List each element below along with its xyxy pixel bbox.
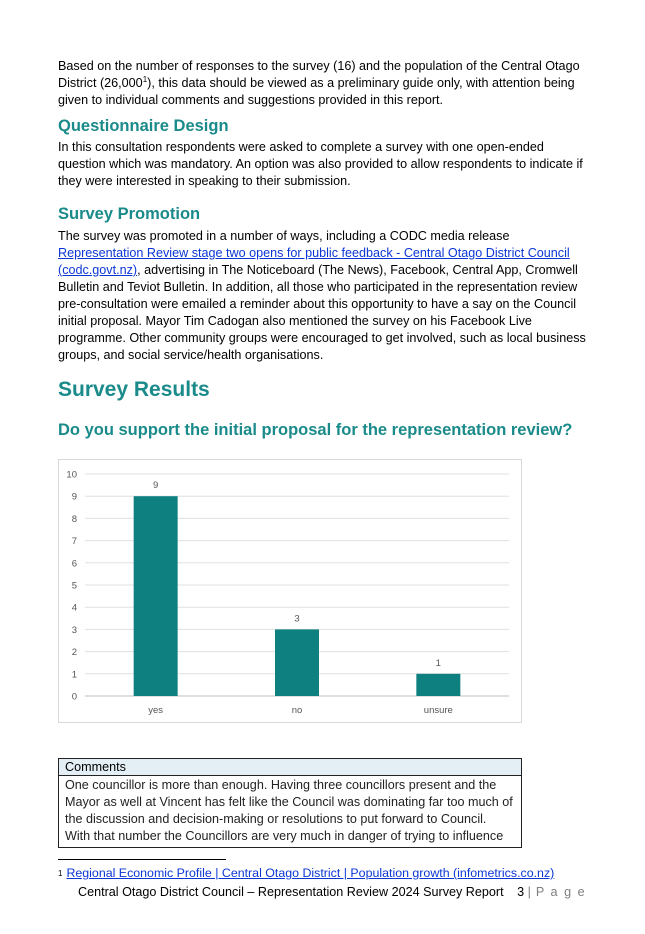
y-tick-label: 10	[66, 469, 77, 481]
comments-table	[58, 758, 522, 848]
y-tick-label: 8	[71, 513, 77, 525]
x-tick-label: yes	[148, 705, 164, 716]
y-tick-label: 4	[71, 602, 77, 614]
survey-promotion-heading: Survey Promotion	[58, 205, 201, 223]
comments-header: Comments	[59, 759, 521, 776]
footnote	[58, 866, 554, 881]
y-tick-label: 0	[71, 691, 77, 703]
x-tick-label: no	[291, 705, 303, 716]
y-tick-label: 6	[71, 558, 77, 570]
y-tick-label: 9	[71, 491, 77, 503]
y-tick-label: 1	[71, 669, 77, 681]
page-number: 3	[517, 885, 525, 899]
question-heading: Do you support the initial proposal for the representation review?	[58, 421, 573, 439]
footnote-ref[interactable]: 1	[142, 74, 148, 84]
footer-title: Central Otago District Council – Representation Review 2024 Survey Report	[78, 885, 504, 899]
footnote-separator	[58, 859, 226, 860]
media-release-link[interactable]: Representation Review stage two opens for public feedback - Central Otago District Council (codc.govt.nz)	[58, 246, 570, 277]
data-label: 9	[153, 480, 159, 492]
questionnaire-design-heading: Questionnaire Design	[58, 117, 229, 135]
page-separator: |	[527, 885, 533, 899]
questionnaire-design-paragraph: In this consultation respondents were asked to complete a survey with one open-ended question which was mandatory. An option was also provided to allow respondents to indicate if they were interested in speaking to their submission.	[58, 140, 583, 188]
footnote-link[interactable]: Regional Economic Profile | Central Otago District | Population growth (infometrics.co.nz)	[66, 866, 555, 880]
bar-chart	[58, 459, 522, 723]
data-label: 1	[435, 657, 441, 669]
intro-paragraph: Based on the number of responses to the survey (16) and the population of the Central Otago District (26,000$^1$), this data should be viewed as a preliminary guide only, with attention being given to individual comments and suggestions provided in this report.	[58, 59, 580, 107]
comment-text: One councillor is more than enough. Having three councillors present and the Mayor as well at Vincent has felt like the Council was dominating far too much of the discussion and decision-making or resolutions to put forward to Council. With that number the Councillors are very much in danger of trying to influence	[65, 778, 513, 843]
y-tick-label: 7	[71, 536, 77, 548]
y-tick-label: 5	[71, 580, 77, 592]
page-label: P a g e	[535, 885, 587, 899]
data-label: 3	[294, 613, 300, 625]
x-tick-label: unsure	[423, 705, 453, 716]
survey-promotion-paragraph: The survey was promoted in a number of ways, including a CODC media release Representation Review stage two opens for public feedback - Central Otago District Council (codc.govt.nz), advertising in The Noticeboard (The News), Facebook, Central App, Cromwell Bulletin and Teviot Bulletin. In addition, all those who participated in the representation review pre-consultation were emailed a reminder about this opportunity to have a say on the Council initial proposal. Mayor Tim Cadogan also mentioned the survey on his Facebook Live programme. Other community groups were encouraged to get involved, such as local business groups, and social service/health organisations.	[58, 229, 586, 362]
survey-results-heading: Survey Results	[58, 378, 210, 401]
bar	[416, 674, 460, 696]
bar	[275, 629, 319, 696]
bar	[134, 496, 178, 696]
y-tick-label: 2	[71, 647, 77, 659]
bar-chart-svg	[59, 460, 521, 722]
footnote-number: 1	[58, 869, 63, 878]
y-tick-label: 3	[71, 624, 77, 636]
page-footer	[78, 885, 586, 900]
